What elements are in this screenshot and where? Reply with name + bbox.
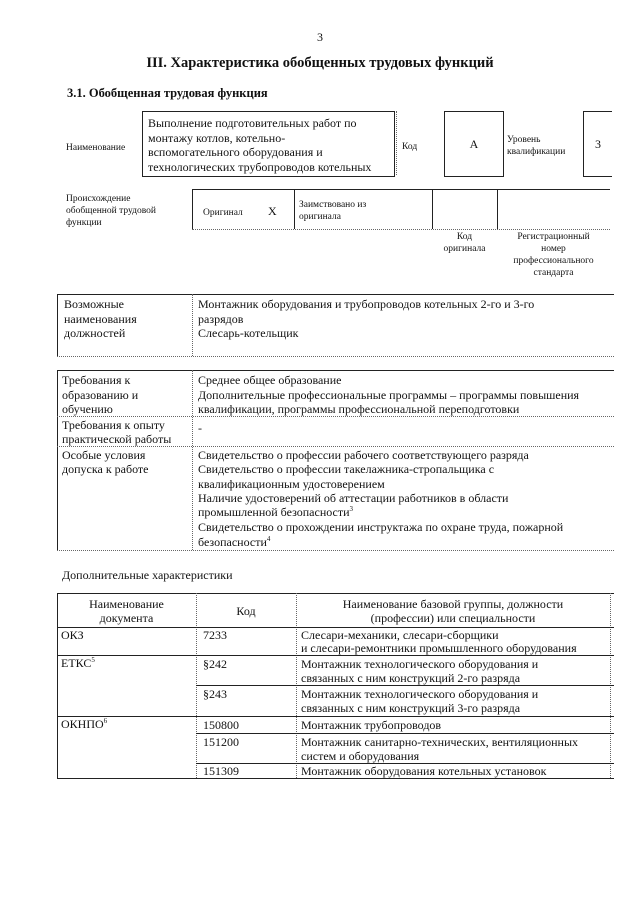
oknpo-code: 151309 [203,764,239,778]
level-box [583,111,612,177]
oknpo-name: Монтажник трубопроводов [301,718,442,732]
origin-label: обобщенной трудовой [66,206,156,216]
header-doc: документа [99,611,154,625]
positions-value: Монтажник оборудования и трубопроводов котельных 2-го и 3-го [198,297,535,311]
education-label: обучению [62,402,113,416]
education-label: Требования к [62,373,131,387]
code-original-label: оригинала [443,244,486,254]
okz-code: 7233 [203,628,227,642]
name-label: Наименование [66,143,126,153]
etks-name: Монтажник технологического оборудования и [301,687,539,701]
function-name-line: монтажу котлов, котельно- [148,130,286,145]
function-name-box [142,111,395,177]
reg-number-label: профессионального [513,256,594,266]
positions-value: разрядов [198,311,244,326]
special-condition-line: промышленной безопасности$^3$ [198,505,354,519]
code-label: Код [402,142,418,152]
function-name-line: Выполнение подготовительных работ по [148,116,357,130]
function-name-line: технологических трубопроводов котельных [148,159,372,174]
header-name: Наименование базовой группы, должности [342,597,564,611]
reg-number-label: стандарта [533,268,574,278]
special-conditions-label: Особые условия [62,448,146,462]
level-label: Уровень [507,135,541,145]
education-value: квалификации, программы профессиональной переподготовки [198,402,520,416]
code-value: А [469,137,479,151]
header-doc: Наименование [89,597,164,611]
oknpo-name: систем и оборудования [301,749,420,763]
okz-label: ОКЗ [61,628,84,642]
education-value: Дополнительные профессиональные программы – программы повышения [198,387,580,402]
subsection-title: 3.1. Обобщенная трудовая функция [67,86,268,100]
section-title: III. Характеристика обобщенных трудовых функций [146,55,494,71]
borrowed-label: оригинала [299,212,341,222]
header-name: (профессии) или специальности [370,611,536,625]
etks-name: Монтажник технологического оборудования и [301,657,539,671]
positions-label: должностей [64,326,126,340]
footnote-ref: 3 [349,505,354,513]
footnote-ref: 4 [266,534,271,543]
special-conditions-label: допуска к работе [62,462,149,476]
origin-label: функции [66,218,102,228]
additional-title: Дополнительные характеристики [62,568,233,582]
oknpo-label: ОКНПО$^6$ [61,717,108,731]
reg-number-label: Регистрационный [517,232,590,242]
etks-code: §243 [203,687,227,701]
footnote-ref: 5 [91,656,95,664]
okz-name: и слесари-ремонтники промышленного оборудования [301,641,577,655]
level-label: квалификации [507,147,566,157]
special-condition-line: Наличие удостоверений об аттестации работников в области [198,491,509,505]
special-condition-line: Свидетельство о профессии рабочего соответствующего разряда [198,448,529,462]
special-condition-line: Свидетельство о профессии такелажника-стропальщика с [198,462,495,476]
etks-code: §242 [203,657,227,671]
positions-value: Слесарь-котельщик [198,326,299,340]
oknpo-code: 150800 [203,718,239,732]
etks-name: связанных с ним конструкций 2-го разряда [301,671,521,685]
borrowed-label: Заимствовано из [299,200,367,210]
okz-name: Слесари-механики, слесари-сборщики [301,628,499,642]
reg-number-label: номер [541,244,566,254]
experience-label: Требования к опыту [62,418,165,432]
education-label: образованию и [62,387,139,402]
special-condition-line: квалификационным удостоверением [198,476,385,491]
etks-name: связанных с ним конструкций 3-го разряда [301,701,521,715]
code-original-label: Код [456,232,473,242]
positions-label: Возможные [64,297,124,311]
experience-value: - [198,421,202,435]
header-code: Код [236,604,256,618]
footnote-ref: 6 [103,717,108,725]
function-name-line: вспомогательного оборудования и [148,145,323,159]
special-condition-line: безопасности$^4$ [198,534,271,549]
positions-label: наименования [64,311,137,326]
etks-label: ЕТКС$^5$ [61,656,95,670]
code-box [444,111,504,177]
oknpo-name: Монтажник оборудования котельных установок [301,764,547,778]
origin-label: Происхождение [66,194,131,204]
original-mark: X [268,204,277,218]
education-value: Среднее общее образование [198,373,342,387]
experience-label: практической работы [62,432,172,446]
oknpo-code: 151200 [203,735,239,749]
page-number: 3 [317,30,323,44]
level-value: 3 [595,137,601,151]
original-label: Оригинал [203,208,243,218]
oknpo-name: Монтажник санитарно-технических, вентиляционных [301,735,579,749]
special-condition-line: Свидетельство о прохождении инструктажа по охране труда, пожарной [198,520,564,534]
